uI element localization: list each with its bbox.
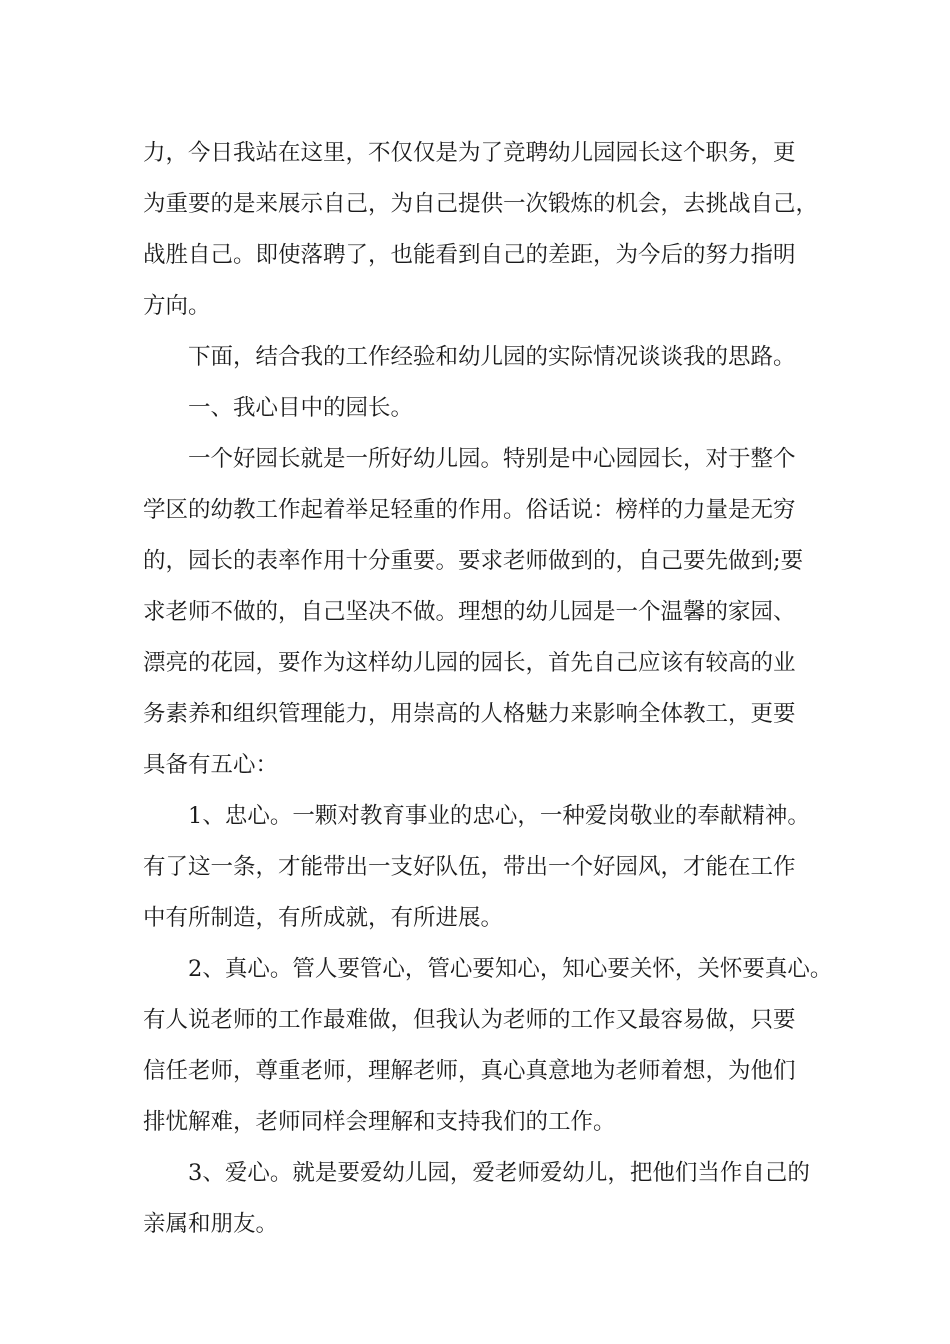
document-body bbox=[143, 128, 833, 1250]
text-line: 有了这一条，才能带出一支好队伍，带出一个好园风，才能在工作 bbox=[143, 854, 796, 880]
text-line: 有人说老师的工作最难做，但我认为老师的工作又最容易做，只要 bbox=[143, 1007, 796, 1033]
section-heading: 一、我心目中的园长。 bbox=[188, 395, 414, 421]
text-line: 下面，结合我的工作经验和幼儿园的实际情况谈谈我的思路。 bbox=[188, 344, 796, 370]
text-line: 具备有五心： bbox=[143, 752, 279, 778]
text-line: 亲属和朋友。 bbox=[143, 1211, 279, 1237]
text-line: 学区的幼教工作起着举足轻重的作用。俗话说：榜样的力量是无穷 bbox=[143, 497, 796, 523]
text-line: 的，园长的表率作用十分重要。要求老师做到的，自己要先做到;要 bbox=[143, 548, 804, 574]
text-line: 排忧解难，老师同样会理解和支持我们的工作。 bbox=[143, 1109, 616, 1135]
text-line: 漂亮的花园，要作为这样幼儿园的园长，首先自己应该有较高的业 bbox=[143, 650, 796, 676]
text-line: 方向。 bbox=[143, 293, 211, 319]
list-item-text: 2、真心。管人要管心，管心要知心，知心要关怀，关怀要真心。 bbox=[188, 956, 833, 982]
text-line: 务素养和组织管理能力，用崇高的人格魅力来影响全体教工，更要 bbox=[143, 701, 796, 727]
text-line: 为重要的是来展示自己，为自己提供一次锻炼的机会，去挑战自己， bbox=[143, 191, 819, 217]
list-item-text: 1、忠心。一颗对教育事业的忠心，一种爱岗敬业的奉献精神。 bbox=[188, 803, 810, 829]
text-line: 一个好园长就是一所好幼儿园。特别是中心园园长，对于整个 bbox=[188, 446, 796, 472]
text-line: 中有所制造，有所成就，有所进展。 bbox=[143, 905, 504, 931]
text-line: 战胜自己。即使落聘了，也能看到自己的差距，为今后的努力指明 bbox=[143, 242, 796, 268]
list-item-text: 3、爱心。就是要爱幼儿园，爱老师爱幼儿，把他们当作自己的 bbox=[188, 1160, 810, 1186]
text-line: 力，今日我站在这里，不仅仅是为了竞聘幼儿园园长这个职务，更 bbox=[143, 140, 796, 166]
text-line: 求老师不做的，自己坚决不做。理想的幼儿园是一个温馨的家园、 bbox=[143, 599, 796, 625]
text-line: 信任老师，尊重老师，理解老师，真心真意地为老师着想，为他们 bbox=[143, 1058, 796, 1084]
